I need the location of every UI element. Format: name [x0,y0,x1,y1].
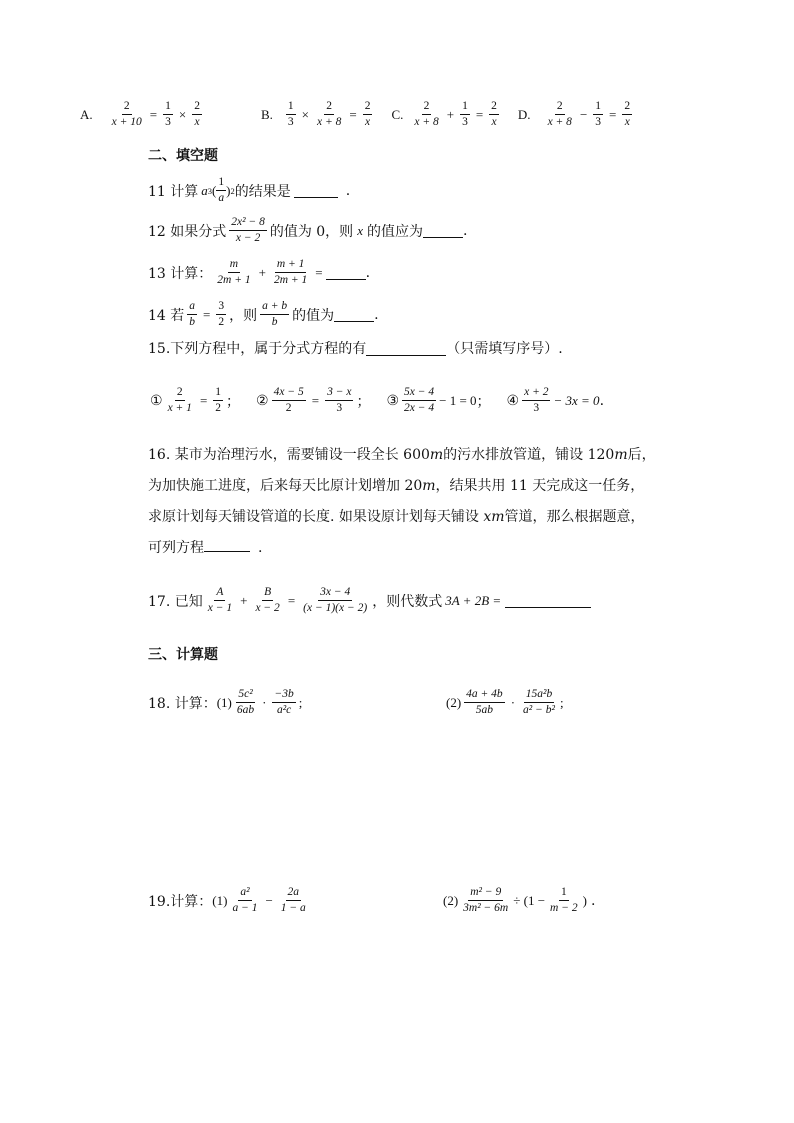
fraction: $\frac{A}{x - 1}$ [207,586,233,615]
fraction: $\frac{-3b}{\text{a²c}}$ [274,688,294,717]
fraction: $\frac{B}{x - 2}$ [255,586,280,615]
fraction: $\frac{4a + 4b}{5ab}$ [466,688,503,717]
question-13: 13 计算： $\frac{m}{2m + 1}$ + $\frac{m + 1}{2m + 1}$ = . [148,258,371,287]
section-heading-fill-blank: 二、填空题 [148,148,218,164]
fraction: $\frac{3}{2}$ [218,300,225,329]
fraction: $\frac{\text{m² − 9}}{\text{3m² − 6m}}$ [463,886,509,915]
question-12: 12 如果分式 $\frac{\text{2x² − 8}}{x - 2}$ 的值为 0，则 x 的值应为 . [148,216,468,245]
section-heading-calculation: 三、计算题 [148,647,218,663]
fraction: $\frac{2}{x + 8}$ [316,100,342,129]
fraction: $\frac{1}{3}$ [595,100,602,129]
fraction: $\frac{\text{15a²b}}{\text{a² − b²}}$ [523,688,555,717]
fraction: $\frac{a + b}{b}$ [262,300,288,329]
option-b-label: B. [260,106,273,122]
fraction: $\frac{\text{a²}}{a - 1}$ [232,886,258,915]
fraction: $\frac{\text{2x² − 8}}{x - 2}$ [231,216,265,245]
fraction: $\frac{4x - 5}{2}$ [273,386,304,415]
answer-blank-11[interactable] [294,183,338,198]
fraction: $\frac{1}{3}$ [462,100,468,129]
question-19-part-2: (2) $\frac{\text{m² − 9}}{\text{3m² − 6m}}$ ÷ (1 − $\frac{1}{m - 2}$ ) . [443,886,596,915]
fraction: $\frac{2}{x}$ [194,100,200,129]
fraction: $\frac{3 - x}{3}$ [327,386,352,415]
question-14: 14 若 $\frac{a}{b}$ = $\frac{3}{2}$ ，则 $\frac{a + b}{b}$ 的值为 . [148,300,379,329]
fraction: $\frac{2}{x + 8}$ [547,100,572,129]
fraction: $\frac{2}{x + 1}$ [167,386,192,415]
option-d-label: D. [517,106,531,122]
option-c-label: C. [391,106,404,122]
answer-blank-12[interactable] [423,223,463,238]
question-19-part-1: 19.计算： (1) $\frac{\text{a²}}{a - 1}$ − $\frac{2a}{1 - a}$ [148,886,306,915]
fraction: $\frac{1}{3}$ [165,100,171,129]
fraction: $\frac{m + 1}{2m + 1}$ [273,258,308,287]
fraction: $\frac{1}{m - 2}$ [550,886,578,915]
question-15: 15.下列方程中，属于分式方程的有 （只需填写序号）. [148,341,563,357]
fraction: $\frac{2}{x}$ [624,100,631,129]
fraction: $\frac{2}{x + 10}$ [111,100,142,129]
answer-blank-15[interactable] [366,341,446,356]
question-16: 16. 某市为治理污水，需要铺设一段全长 600m的污水排放管道，铺设 120m后， 为加快施工进度，后来每天比原计划增加 20m，结果共用 11 天完成这一任务， 求原计划每天铺设管道的长度. 如果设原计划每天铺设 xm管道，那么根据题意， 可列方程 . [148,447,656,556]
answer-blank-17[interactable] [505,593,591,608]
fraction: $\frac{m}{2m + 1}$ [217,258,251,287]
fraction: $\frac{2}{x}$ [491,100,497,129]
fraction: $\frac{1}{2}$ [215,386,222,415]
fraction: $\frac{3x - 4}{(x - 1)(x - 2)}$ [303,586,368,615]
fraction: $\frac{1}{a}$ [218,176,225,205]
q10-options: A. $\frac{2}{x + 10}$ = $\frac{1}{3}$ × $\frac{2}{x}$ B. $\frac{1}{3}$ × $\frac{2}{x + 8}$ = $\frac{2}{x}$ C. $\frac{2}{x + 8}$ + $\frac{1}{3}$ = $\frac{2}{x}$ D. $\frac{2}{x + 8}$ − $\frac{1}{3}$ = $\frac{2}{x}$ [80,100,631,129]
question-17: 17. 已知 $\frac{A}{x - 1}$ + $\frac{B}{x - 2}$ = $\frac{3x - 4}{(x - 1)(x - 2)}$ ，则代数式 3A + 2B = [148,586,591,615]
question-11: 11 计算 a 3 ( $\frac{1}{a}$ ) 2 的结果是 . [148,176,351,205]
fraction: $\frac{\text{5c²}}{6ab}$ [236,688,255,717]
answer-blank-16[interactable] [204,537,250,552]
fraction: $\frac{2a}{1 - a}$ [280,886,306,915]
answer-blank-13[interactable] [326,265,366,280]
question-15-equations: ① $\frac{2}{x + 1}$ = $\frac{1}{2}$ ； ② $\frac{4x - 5}{2}$ = $\frac{3 - x}{3}$ ； ③ $\frac{5x - 4}{2x - 4}$ − 1 = 0 ； ④ $\frac{x + 2}{3}$ − 3x = 0 . [150,386,605,415]
fraction: $\frac{a}{b}$ [189,300,196,329]
fraction: $\frac{2}{x + 8}$ [414,100,439,129]
option-a-label: A. [80,106,93,122]
answer-blank-14[interactable] [334,307,374,322]
fraction: $\frac{1}{3}$ [287,100,294,129]
fraction: $\frac{x + 2}{3}$ [524,386,549,415]
fraction: $\frac{5x - 4}{2x - 4}$ [404,386,435,415]
fraction: $\frac{2}{x}$ [364,100,371,129]
question-18-part-2: (2) $\frac{4a + 4b}{5ab}$ · $\frac{\text{15a²b}}{\text{a² − b²}}$ ; [446,688,564,717]
question-18-part-1: 18. 计算： (1) $\frac{\text{5c²}}{6ab}$ · $\frac{-3b}{\text{a²c}}$ ; [148,688,303,717]
